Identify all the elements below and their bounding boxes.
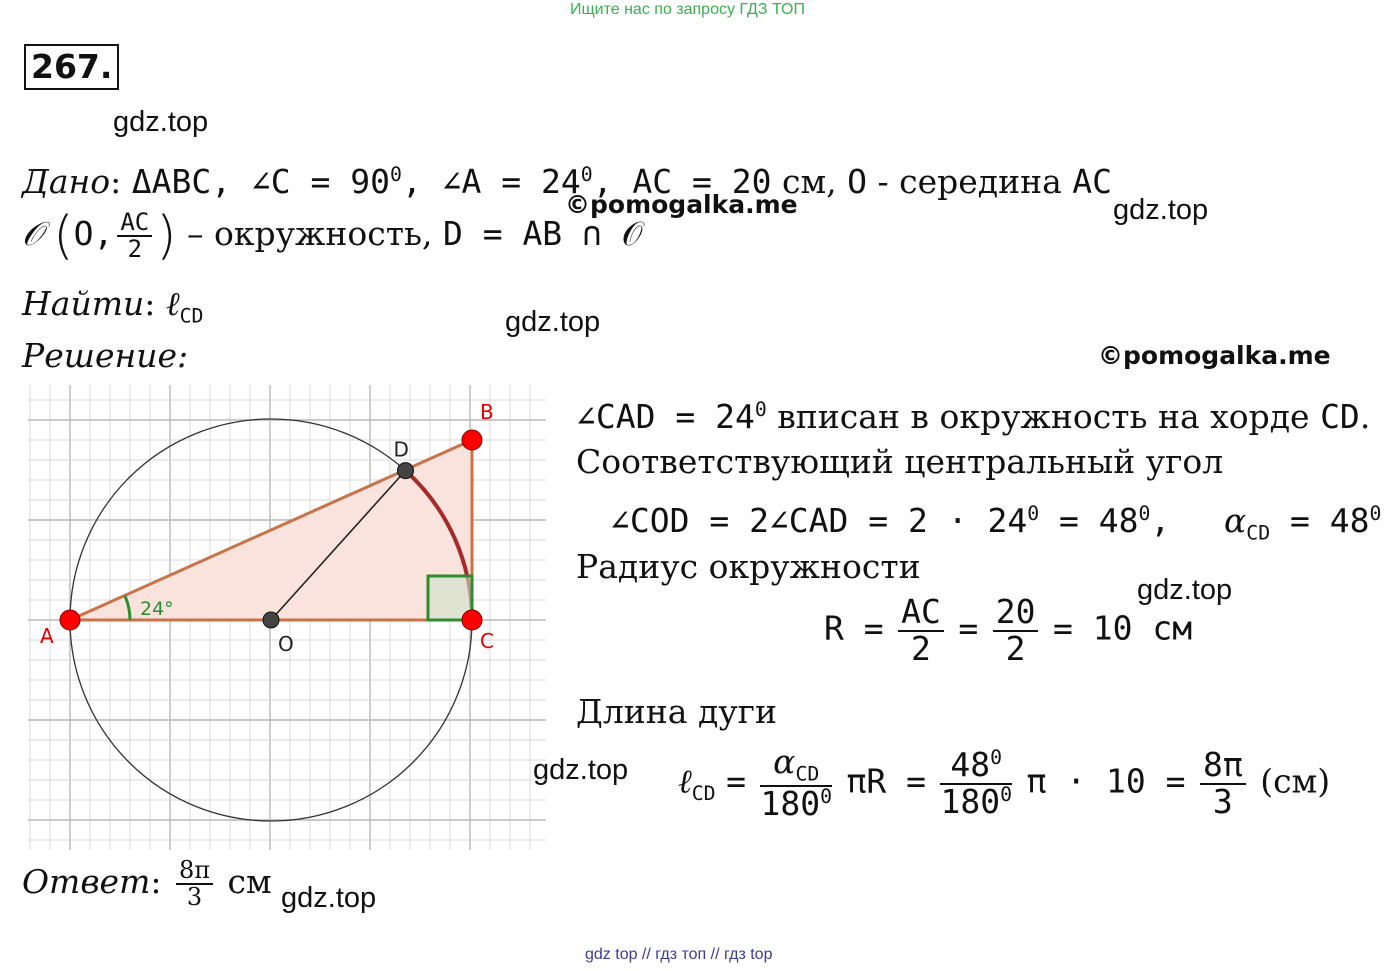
given-angle-c: ∠C = 90 xyxy=(250,162,391,201)
find-label: Найти xyxy=(22,284,145,323)
circle-radius-fraction: $\frac{AC}{2}$ xyxy=(117,210,152,262)
point-a xyxy=(60,610,80,630)
point-o xyxy=(263,612,279,628)
solution-label: Решение: xyxy=(22,336,189,375)
geometry-diagram xyxy=(28,385,546,850)
given-triangle: ΔABC, xyxy=(131,162,251,201)
top-banner: Ищите нас по запросу ГДЗ ТОП xyxy=(570,1,805,18)
watermark-gdz-5: gdz.top xyxy=(533,754,629,786)
label-o: O xyxy=(278,632,294,656)
step-5: Длина дуги xyxy=(576,692,777,731)
alpha-cd: $\alpha_{CD} = 48^0$ xyxy=(1224,501,1382,545)
problem-number: 267. xyxy=(24,44,119,90)
radius-formula: R = $\frac{AC}{2}$ = $\frac{20}{2}$ = 10 см xyxy=(824,592,1193,668)
watermark-gdz-1: gdz.top xyxy=(113,106,209,138)
answer-line: Ответ: $\frac{8\pi}{3}$ см xyxy=(22,856,272,912)
given-o: O xyxy=(847,162,867,201)
label-b: B xyxy=(480,400,494,424)
given-ac: , AC = 20 xyxy=(592,162,772,201)
step-4: Радиус окружности xyxy=(576,547,921,586)
watermark-gdz-3: gdz.top xyxy=(505,306,601,338)
given-line: Дано: ΔABC, ∠C = $90^0$, ∠A = $24^0$, AC = 20 см, O - середина AC xyxy=(22,162,1113,201)
watermark-pomogalka-2: ©pomogalka.me xyxy=(1098,341,1331,370)
given-angle-a: ∠A = 24 xyxy=(441,162,581,201)
label-d: D xyxy=(393,437,409,462)
watermark-gdz-4: gdz.top xyxy=(1137,574,1233,606)
given-label: Дано xyxy=(22,162,111,201)
step-1: ∠CAD = $24^0$ вписан в окружность на хорде CD. xyxy=(576,397,1371,436)
label-c: C xyxy=(480,629,494,653)
arc-length-formula: ℓ$_{CD}$ = $\frac{\alpha_{CD}}{180^0}$ πR = $\frac{48^0}{180^0}$ π · 10 = $\frac{8\pi}{3}$ (см) xyxy=(678,742,1331,824)
angle-a-label: 24° xyxy=(140,598,174,620)
point-b xyxy=(462,430,482,450)
step-2: Соответствующий центральный угол xyxy=(576,442,1224,481)
watermark-gdz-6: gdz.top xyxy=(281,882,377,914)
point-c xyxy=(462,610,482,630)
find-line: Найти: ℓ$_{CD}$ xyxy=(22,284,204,328)
bottom-banner: gdz top // гдз топ // гдз top xyxy=(585,946,773,963)
label-a: A xyxy=(40,624,54,648)
watermark-gdz-2: gdz.top xyxy=(1113,194,1209,226)
circle-line: 𝒪 (O, $\frac{AC}{2}$ ) – окружность, D = AB ∩ 𝒪 xyxy=(22,206,643,267)
answer-label: Ответ xyxy=(22,862,151,902)
step-3: ∠COD = 2∠CAD = $2 \cdot 24^0 = 48^0$, xyxy=(610,501,1171,540)
point-d xyxy=(397,463,413,479)
watermark-pomogalka-1: ©pomogalka.me xyxy=(565,190,798,219)
